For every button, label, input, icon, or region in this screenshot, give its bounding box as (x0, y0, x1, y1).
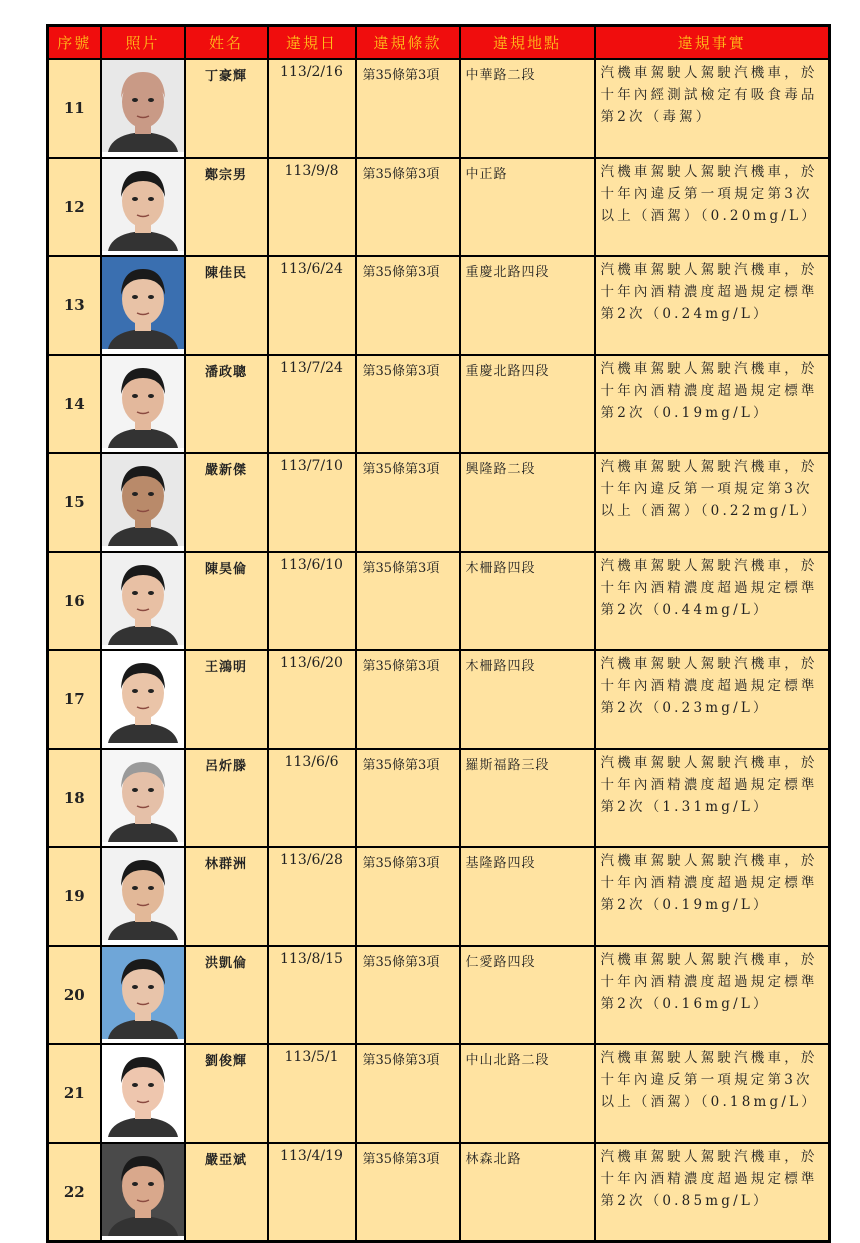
row-date: 113/9/8 (268, 158, 356, 257)
person-photo (102, 848, 184, 940)
table-row (48, 453, 830, 552)
row-clause: 第35條第3項 (356, 847, 460, 946)
person-photo (102, 947, 184, 1039)
row-fact: 汽機車駕駛人駕駛汽機車，於十年內酒精濃度超過規定標準第2次（1.31mg/L） (595, 749, 830, 848)
table-row (48, 847, 830, 946)
row-photo (101, 59, 185, 158)
row-location: 木柵路四段 (460, 552, 595, 651)
row-location: 中正路 (460, 158, 595, 257)
row-fact: 汽機車駕駛人駕駛汽機車，於十年內酒精濃度超過規定標準第2次（0.24mg/L） (595, 256, 830, 355)
row-clause: 第35條第3項 (356, 749, 460, 848)
row-date: 113/7/10 (268, 453, 356, 552)
header-photo: 照片 (101, 26, 185, 60)
row-location: 仁愛路四段 (460, 946, 595, 1045)
row-photo (101, 847, 185, 946)
row-seq: 14 (48, 355, 101, 454)
row-clause: 第35條第3項 (356, 1143, 460, 1242)
row-location: 重慶北路四段 (460, 256, 595, 355)
person-photo (102, 553, 184, 645)
row-fact: 汽機車駕駛人駕駛汽機車，於十年內酒精濃度超過規定標準第2次（0.19mg/L） (595, 847, 830, 946)
row-name: 陳昊倫 (185, 552, 268, 651)
row-name: 嚴亞斌 (185, 1143, 268, 1242)
row-name: 劉俊輝 (185, 1044, 268, 1143)
row-date: 113/6/24 (268, 256, 356, 355)
row-clause: 第35條第3項 (356, 158, 460, 257)
row-location: 中華路二段 (460, 59, 595, 158)
row-location: 羅斯福路三段 (460, 749, 595, 848)
row-location: 木柵路四段 (460, 650, 595, 749)
row-clause: 第35條第3項 (356, 650, 460, 749)
row-date: 113/7/24 (268, 355, 356, 454)
header-fact: 違規事實 (595, 26, 830, 60)
table-row (48, 552, 830, 651)
row-location: 中山北路二段 (460, 1044, 595, 1143)
row-name: 陳佳民 (185, 256, 268, 355)
row-clause: 第35條第3項 (356, 256, 460, 355)
row-location: 基隆路四段 (460, 847, 595, 946)
row-date: 113/6/20 (268, 650, 356, 749)
violators-table (46, 24, 831, 1243)
table-row (48, 1044, 830, 1143)
header-date: 違規日 (268, 26, 356, 60)
row-name: 丁豪輝 (185, 59, 268, 158)
row-seq: 19 (48, 847, 101, 946)
row-photo (101, 355, 185, 454)
row-location: 林森北路 (460, 1143, 595, 1242)
row-name: 王鴻明 (185, 650, 268, 749)
row-seq: 22 (48, 1143, 101, 1242)
row-clause: 第35條第3項 (356, 946, 460, 1045)
person-photo (102, 356, 184, 448)
row-photo (101, 1044, 185, 1143)
header-name: 姓名 (185, 26, 268, 60)
table-row (48, 59, 830, 158)
row-seq: 18 (48, 749, 101, 848)
row-date: 113/6/10 (268, 552, 356, 651)
header-row (48, 26, 830, 60)
row-photo (101, 158, 185, 257)
row-date: 113/6/6 (268, 749, 356, 848)
table-row (48, 946, 830, 1045)
row-clause: 第35條第3項 (356, 355, 460, 454)
person-photo (102, 651, 184, 743)
row-photo (101, 946, 185, 1045)
person-photo (102, 1144, 184, 1236)
table-row (48, 355, 830, 454)
row-date: 113/4/19 (268, 1143, 356, 1242)
row-seq: 11 (48, 59, 101, 158)
row-fact: 汽機車駕駛人駕駛汽機車，於十年內違反第一項規定第3次以上（酒駕）（0.22mg/L） (595, 453, 830, 552)
row-name: 呂炘滕 (185, 749, 268, 848)
row-location: 重慶北路四段 (460, 355, 595, 454)
row-clause: 第35條第3項 (356, 59, 460, 158)
table-row (48, 158, 830, 257)
row-photo (101, 650, 185, 749)
table-row (48, 256, 830, 355)
row-fact: 汽機車駕駛人駕駛汽機車，於十年內酒精濃度超過規定標準第2次（0.44mg/L） (595, 552, 830, 651)
row-date: 113/6/28 (268, 847, 356, 946)
header-location: 違規地點 (460, 26, 595, 60)
row-name: 林群洲 (185, 847, 268, 946)
row-seq: 16 (48, 552, 101, 651)
row-fact: 汽機車駕駛人駕駛汽機車，於十年內違反第一項規定第3次以上（酒駕）（0.18mg/L） (595, 1044, 830, 1143)
row-name: 潘政聰 (185, 355, 268, 454)
person-photo (102, 159, 184, 251)
row-fact: 汽機車駕駛人駕駛汽機車，於十年內違反第一項規定第3次以上（酒駕）（0.20mg/L） (595, 158, 830, 257)
row-photo (101, 453, 185, 552)
table-row (48, 1143, 830, 1242)
row-seq: 17 (48, 650, 101, 749)
row-photo (101, 256, 185, 355)
person-photo (102, 60, 184, 152)
row-seq: 20 (48, 946, 101, 1045)
row-name: 嚴新傑 (185, 453, 268, 552)
table-row (48, 650, 830, 749)
person-photo (102, 1045, 184, 1137)
row-fact: 汽機車駕駛人駕駛汽機車，於十年內酒精濃度超過規定標準第2次（0.85mg/L） (595, 1143, 830, 1242)
row-seq: 13 (48, 256, 101, 355)
row-date: 113/2/16 (268, 59, 356, 158)
person-photo (102, 257, 184, 349)
row-fact: 汽機車駕駛人駕駛汽機車，於十年內經測試檢定有吸食毒品第2次（毒駕） (595, 59, 830, 158)
row-fact: 汽機車駕駛人駕駛汽機車，於十年內酒精濃度超過規定標準第2次（0.23mg/L） (595, 650, 830, 749)
row-location: 興隆路二段 (460, 453, 595, 552)
row-seq: 12 (48, 158, 101, 257)
row-photo (101, 1143, 185, 1242)
row-fact: 汽機車駕駛人駕駛汽機車，於十年內酒精濃度超過規定標準第2次（0.19mg/L） (595, 355, 830, 454)
row-photo (101, 552, 185, 651)
row-clause: 第35條第3項 (356, 453, 460, 552)
row-name: 鄭宗男 (185, 158, 268, 257)
row-fact: 汽機車駕駛人駕駛汽機車，於十年內酒精濃度超過規定標準第2次（0.16mg/L） (595, 946, 830, 1045)
row-clause: 第35條第3項 (356, 1044, 460, 1143)
table-row (48, 749, 830, 848)
row-date: 113/5/1 (268, 1044, 356, 1143)
row-name: 洪凱倫 (185, 946, 268, 1045)
row-photo (101, 749, 185, 848)
person-photo (102, 750, 184, 842)
row-seq: 21 (48, 1044, 101, 1143)
person-photo (102, 454, 184, 546)
row-date: 113/8/15 (268, 946, 356, 1045)
header-clause: 違規條款 (356, 26, 460, 60)
header-seq: 序號 (48, 26, 101, 60)
row-clause: 第35條第3項 (356, 552, 460, 651)
row-seq: 15 (48, 453, 101, 552)
